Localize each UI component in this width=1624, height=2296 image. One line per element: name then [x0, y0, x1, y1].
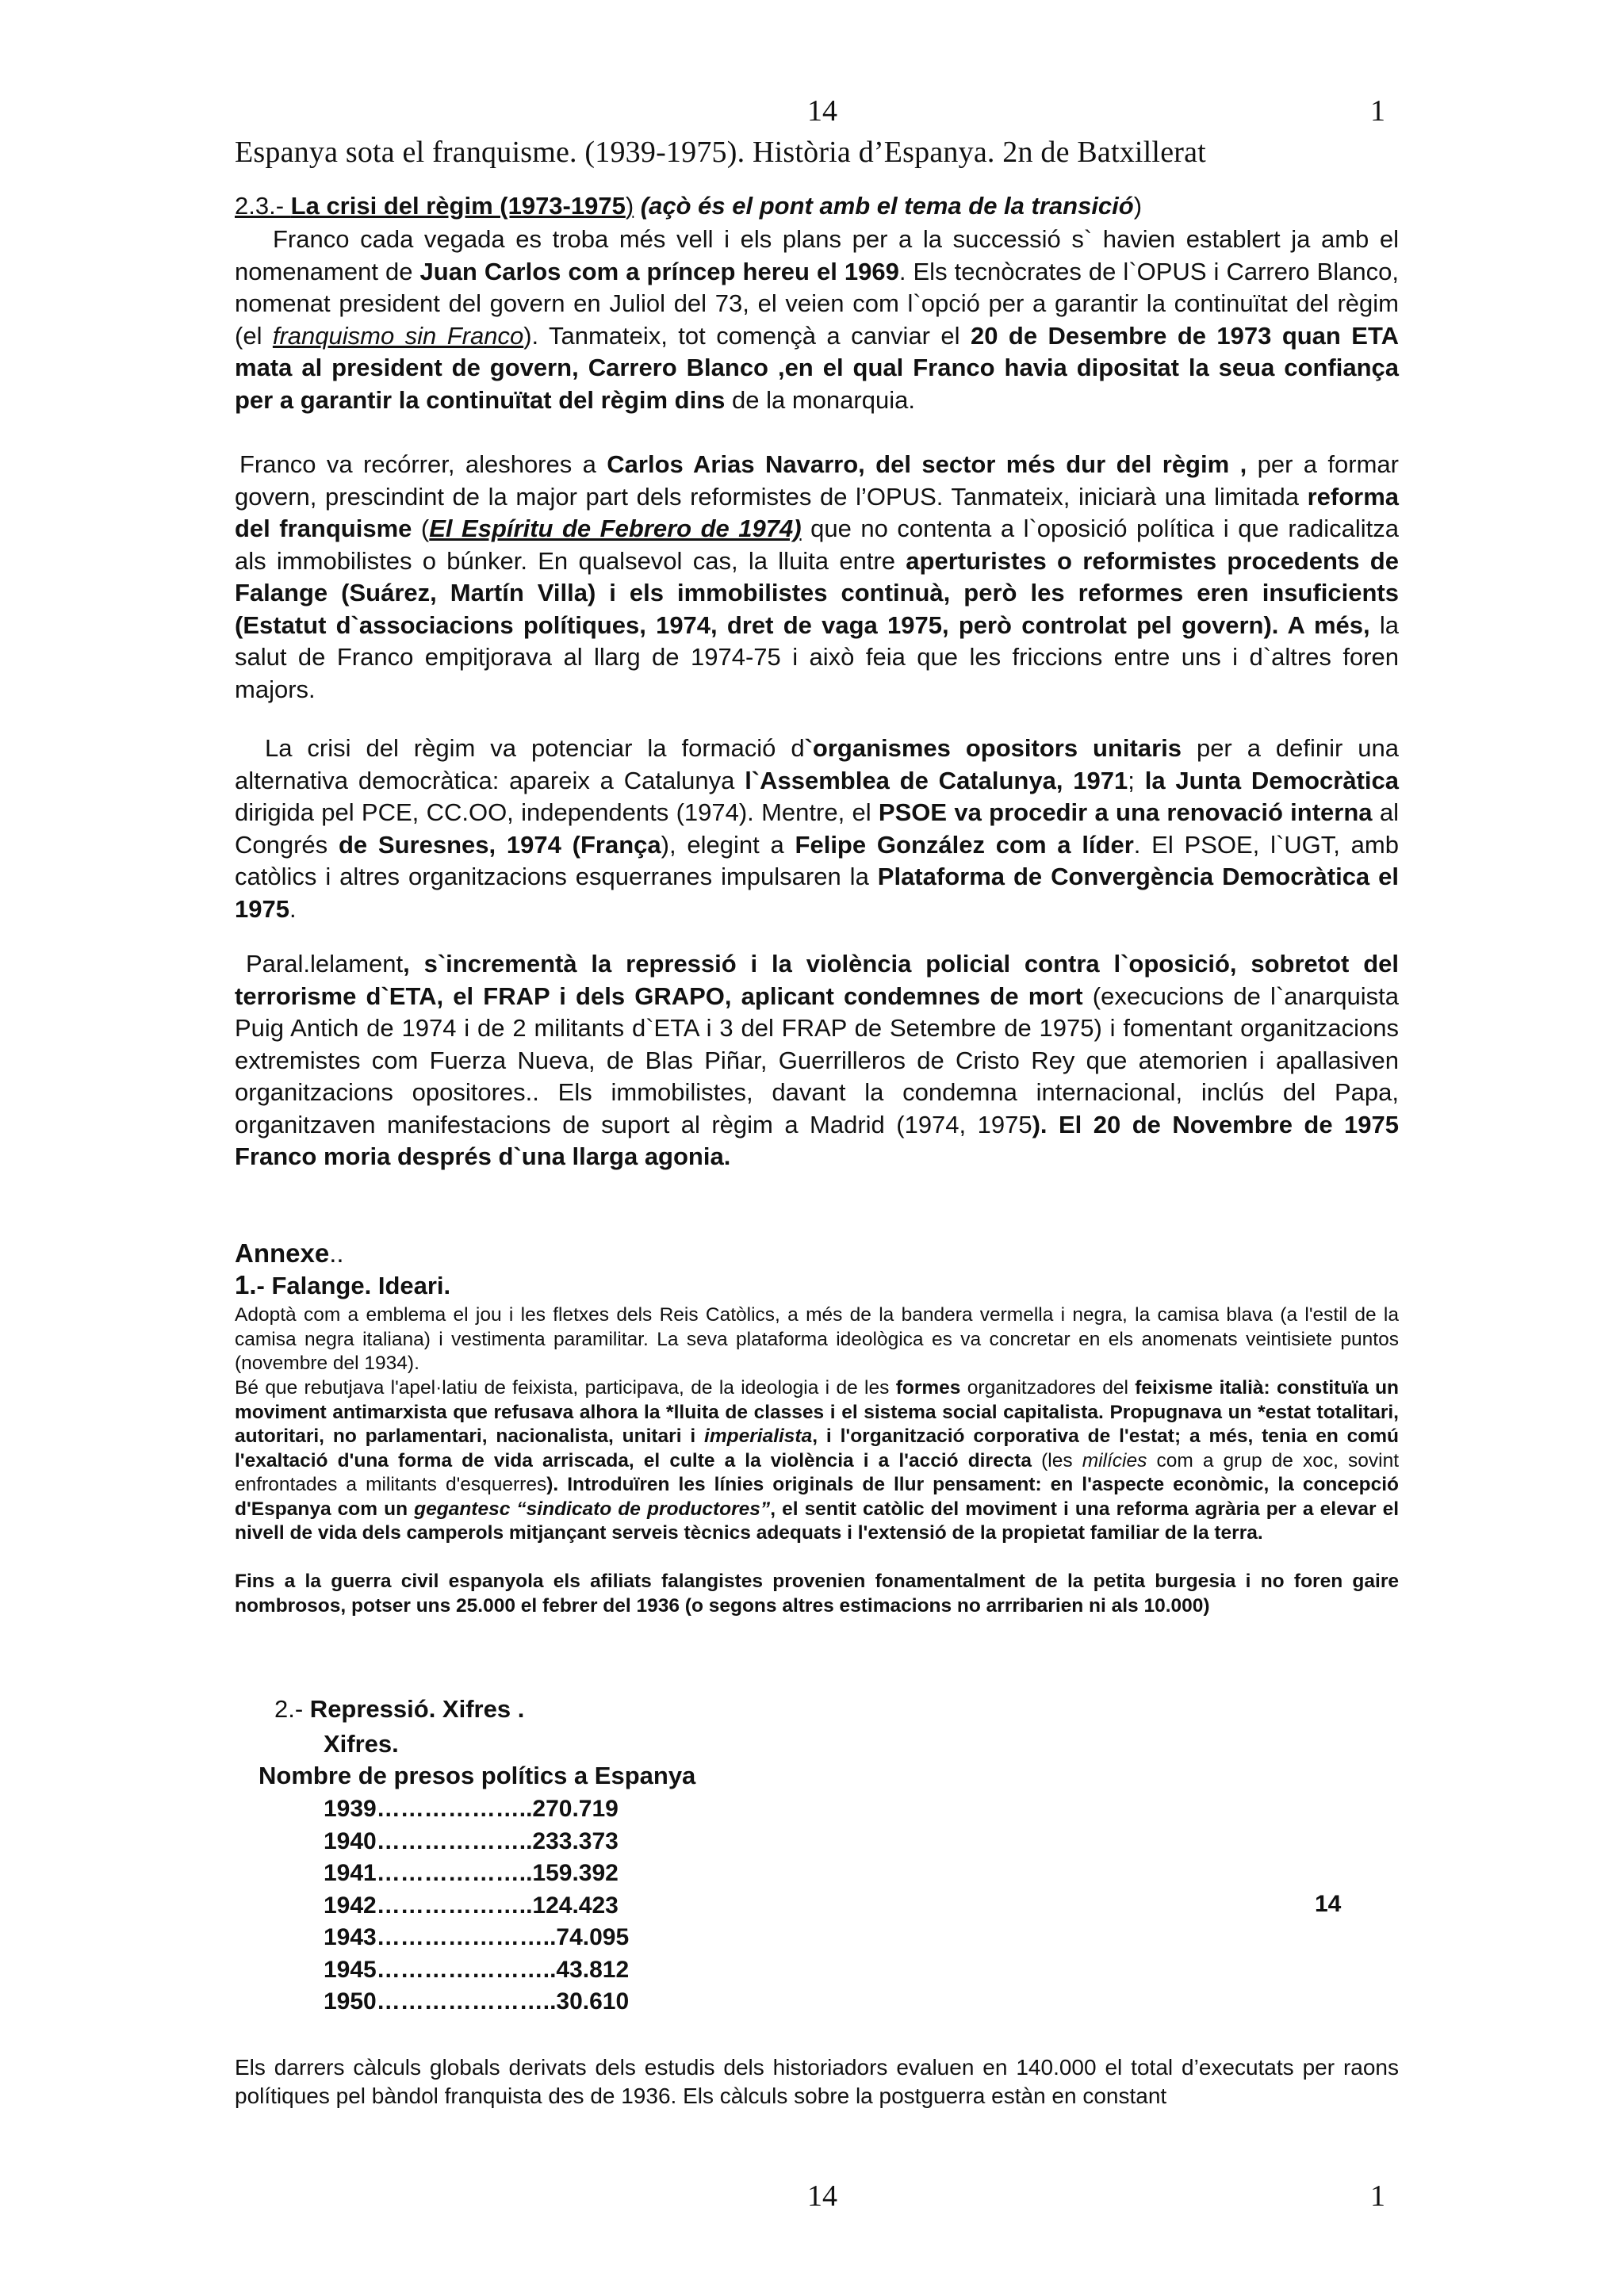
p3-text-5: al Congrés	[235, 798, 1399, 859]
p2-text: Franco va recórrer, aleshores a	[239, 450, 607, 478]
paragraph-2	[235, 449, 1399, 706]
section-title: La crisi del règim (1973-1975	[290, 192, 626, 220]
annex-a2-9: com a grup de xoc, sovint enfrontades a militants d'esquerres	[235, 1449, 1399, 1495]
section-subtitle-close: )	[1133, 192, 1143, 220]
p2-text-3: (	[412, 515, 430, 542]
table-row	[324, 1793, 629, 1826]
footer-page-right: 1	[1370, 2179, 1385, 2213]
annex-falange-heading	[235, 1270, 450, 1300]
row-dots: ………………..	[376, 1860, 533, 1886]
p3-bold-4: PSOE va procedir a una renovació interna	[878, 798, 1373, 826]
repressio-heading	[274, 1695, 524, 1724]
header-page-number: 14	[807, 94, 837, 128]
p2-bold-3: aperturistes o reformistes procedents de Falange (Suárez, Martín Villa) i els immobilistes continuà, però les reformes eren insuficients (Estatut d`associacions polítiques, 1974, dret de vaga 1975, però controlat pel govern). A més,	[235, 546, 1399, 639]
annex-a2-1: Bé que rebutjava l'apel·latiu de feixista, participava, de la ideologia i de les	[235, 1377, 896, 1399]
p3-bold-7: Plataforma de Convergència Democràtica el 1975	[235, 863, 1399, 923]
section-subtitle: (açò és el pont amb el tema de la transició	[640, 192, 1134, 220]
p1-text-2: . Els tecnòcrates de l`OPUS i Carrero Blanco, nomenat president del govern en Juliol del 73, el veien com l`opció per a garantir la continuïtat del règim (el	[235, 257, 1399, 350]
row-year: 1941	[324, 1860, 377, 1886]
p3-text-7: . El PSOE, l`UGT, amb catòlics i altres organitzacions esquerranes impulsaren la	[235, 830, 1399, 890]
annex-a2-2: formes	[895, 1377, 961, 1399]
row-value: 43.812	[556, 1956, 630, 1983]
row-dots: …………………..	[376, 1956, 557, 1983]
table-row	[324, 1922, 629, 1954]
annex-falange-text-1	[235, 1303, 1399, 1376]
header-title: Espanya sota el franquisme. (1939-1975). Història d’Espanya. 2n de Batxillerat	[235, 136, 1206, 169]
p3-text: La crisi del règim va potenciar la formació d	[265, 734, 805, 762]
header-page-right: 1	[1370, 94, 1385, 128]
table-row	[324, 1954, 629, 1987]
p1-text: Franco cada vegada es troba més vell i els plans per a la successió s` havien establert ja amb el nomenament de	[235, 225, 1399, 285]
p2-text-5: la salut de Franco empitjorava al llarg de 1974-75 i això feia que les friccions entre uns i d`altres foren majors.	[235, 610, 1399, 703]
row-value: 233.373	[532, 1827, 619, 1854]
annex-a2-4: feixisme italià: constituïa un moviment antimarxista que refusava alhora la *lluita de classes i el sistema social capitalista. Propugnava un *estat totalitari, autoritari, no parlamentari, nacionalista, unitari i	[235, 1377, 1399, 1447]
table-title: Nombre de presos polítics a Espanya	[259, 1762, 696, 1789]
p2-text-2: per a formar govern, prescindint de la major part dels reformistes de l’OPUS. Tanmateix, iniciarà una limitada	[235, 450, 1399, 511]
annex-falange-text-3	[235, 1570, 1399, 1618]
annex-1-number: 1.	[235, 1270, 257, 1299]
annex-a3: Fins a la guerra civil espanyola els afiliats falangistes provenien fonamentalment de la petita burgesia i no foren gaire nombrosos, potser uns 25.000 el febrer del 1936 (o segons altres estimacions no arrribarien ni als 10.000)	[235, 1571, 1399, 1617]
row-year: 1950	[324, 1988, 377, 2015]
p1-text-4: de la monarquia.	[725, 385, 915, 414]
p4-bold-1: , s`incrementà la repressió i la violència policial contra l`oposició, sobretot del terrorisme d`ETA, el FRAP i dels GRAPO, aplicant condemnes de mort	[235, 950, 1399, 1010]
p3-bold-1: `organismes opositors unitaris	[804, 734, 1182, 762]
p1-bold-2: 20 de Desembre de 1973 quan ETA mata al president de govern, Carrero Blanco ,en el qual Franco havia dipositat la seua confiança per a garantir la continuïtat del règim dins	[235, 321, 1399, 414]
section-heading	[235, 190, 1399, 223]
footer-page-number: 14	[807, 2179, 837, 2213]
annex-a2-12: , el sentit catòlic del moviment i una reforma agrària per a elevar el nivell de vida dels camperols mitjançant serveis tècnics adequats i l'extensió de la propietat familiar de la terra.	[235, 1498, 1400, 1544]
p3-text-4: dirigida pel PCE, CC.OO, independents (1974). Mentre, el	[235, 798, 879, 826]
repressio-number: 2.-	[274, 1695, 304, 1723]
annex-a2-3: organitzadores del	[960, 1377, 1136, 1399]
p3-text-3: ;	[1128, 766, 1145, 794]
row-dots: ………………..	[376, 1796, 533, 1822]
p3-text-2: per a definir una alternativa democràtica: apareix a Catalunya	[235, 734, 1399, 794]
row-value: 159.392	[532, 1860, 619, 1886]
annex-a1: Adoptà com a emblema el jou i les fletxes dels Reis Catòlics, a més de la bandera vermella i negra, la camisa blava (a l'estil de la camisa negra italiana) i vestimenta paramilitar. La seva plataforma ideològica es va concretar en els anomenats veintisiete puntos (novembre del 1934).	[235, 1304, 1399, 1374]
table-row	[324, 1986, 629, 2019]
annex-title	[235, 1238, 344, 1269]
table-row	[324, 1890, 629, 1923]
p4-text-2: (execucions de l`anarquista Puig Antich de 1974 i de 2 militants d`ETA i 3 del FRAP de Setembre de 1975) i fomentant organitzacions extremistes com Fuerza Nueva, de Blas Piñar, Guerrilleros de Cristo Rey que atemorien i apallasiven organitzacions opositores.. Els immobilistes, davant la condemna internacional, inclús del Papa, organitzaven manifestacions de suport al règim a Madrid (1974, 1975	[235, 982, 1400, 1138]
p2-text-4: que no contenta a l`oposició política i que radicalitza als immobilistes o búnker. En qualsevol cas, la lluita entre	[235, 515, 1399, 575]
final-paragraph: Els darrers càlculs globals derivats dels estudis dels historiadors evaluen en 140.000 el total d’executats per raons polítiques pel bàndol franquista des de 1936. Els càlculs sobre la postguerra estàn en constant	[235, 2055, 1399, 2108]
annex-a2-10: ). Introduïren les línies originals de llur pensament: en l'aspecte econòmic, la concepció d'Espanya com un	[235, 1474, 1399, 1520]
row-dots: ………………..	[376, 1892, 533, 1919]
annex-a2-11: gegantesc “sindicato de productores”	[414, 1498, 771, 1520]
paragraph-1	[235, 224, 1399, 416]
annex-a2-8: milícies	[1082, 1449, 1147, 1471]
side-page-number: 14	[1315, 1891, 1342, 1917]
row-dots: …………………..	[376, 1988, 557, 2015]
table-row	[324, 1826, 629, 1858]
row-year: 1940	[324, 1827, 377, 1854]
p3-text-6: ), elegint a	[661, 830, 795, 859]
row-year: 1942	[324, 1892, 377, 1919]
paragraph-3	[235, 733, 1399, 925]
row-value: 270.719	[532, 1796, 619, 1822]
paragraph-4	[235, 948, 1399, 1173]
p3-bold-3: la Junta Democràtica	[1144, 766, 1399, 794]
p3-bold-6: Felipe González com a líder	[795, 830, 1134, 859]
row-value: 74.095	[556, 1924, 630, 1950]
repressio-title: Repressió. Xifres .	[303, 1695, 525, 1723]
annex-title-text: Annexe	[235, 1238, 330, 1268]
stats-table	[324, 1793, 629, 2019]
p2-bold-1: Carlos Arias Navarro, del sector més dur del règim ,	[607, 450, 1247, 478]
annex-a2-5: imperialista	[704, 1425, 813, 1447]
annex-falange-text-2	[235, 1376, 1399, 1546]
annex-1-text: - Falange. Ideari.	[256, 1272, 451, 1299]
table-row	[324, 1858, 629, 1890]
p4-bold-2: ). El 20 de Novembre de 1975 Franco moria després d`una llarga agonia.	[235, 1110, 1400, 1170]
section-number: 2.3.-	[235, 192, 291, 220]
p3-text-8: .	[289, 894, 297, 923]
row-year: 1945	[324, 1956, 377, 1983]
annex-a2-6: , i l'organització corporativa de l'estat; a més, tenia en comú l'exaltació d'una forma de vida arriscada, el culte a la violència i a l'acció directa	[235, 1425, 1399, 1471]
p3-bold-2: l`Assemblea de Catalunya, 1971	[745, 766, 1128, 794]
p4-text: Paral.lelament	[246, 950, 404, 978]
annex-a2-7: (les	[1032, 1449, 1082, 1471]
p3-bold-5: de Suresnes, 1974 (França	[338, 830, 661, 859]
xifres-label: Xifres.	[324, 1730, 399, 1758]
annex-title-dots: ..	[329, 1238, 344, 1268]
row-value: 124.423	[532, 1892, 619, 1919]
p1-bold-1: Juan Carlos com a príncep hereu el 1969	[419, 257, 899, 285]
p1-text-3: ). Tanmateix, tot començà a canviar el	[523, 321, 971, 350]
p2-bold-italic: El Espíritu de Febrero de 1974)	[429, 515, 802, 542]
p2-bold-2: reforma del franquisme	[235, 482, 1399, 542]
section-title-close: )	[625, 192, 634, 220]
row-dots: ………………..	[376, 1827, 533, 1854]
row-dots: …………………..	[376, 1924, 557, 1950]
row-year: 1943	[324, 1924, 377, 1950]
row-value: 30.610	[556, 1988, 630, 2015]
p1-italic: franquismo sin Franco	[272, 321, 524, 350]
row-year: 1939	[324, 1796, 377, 1822]
